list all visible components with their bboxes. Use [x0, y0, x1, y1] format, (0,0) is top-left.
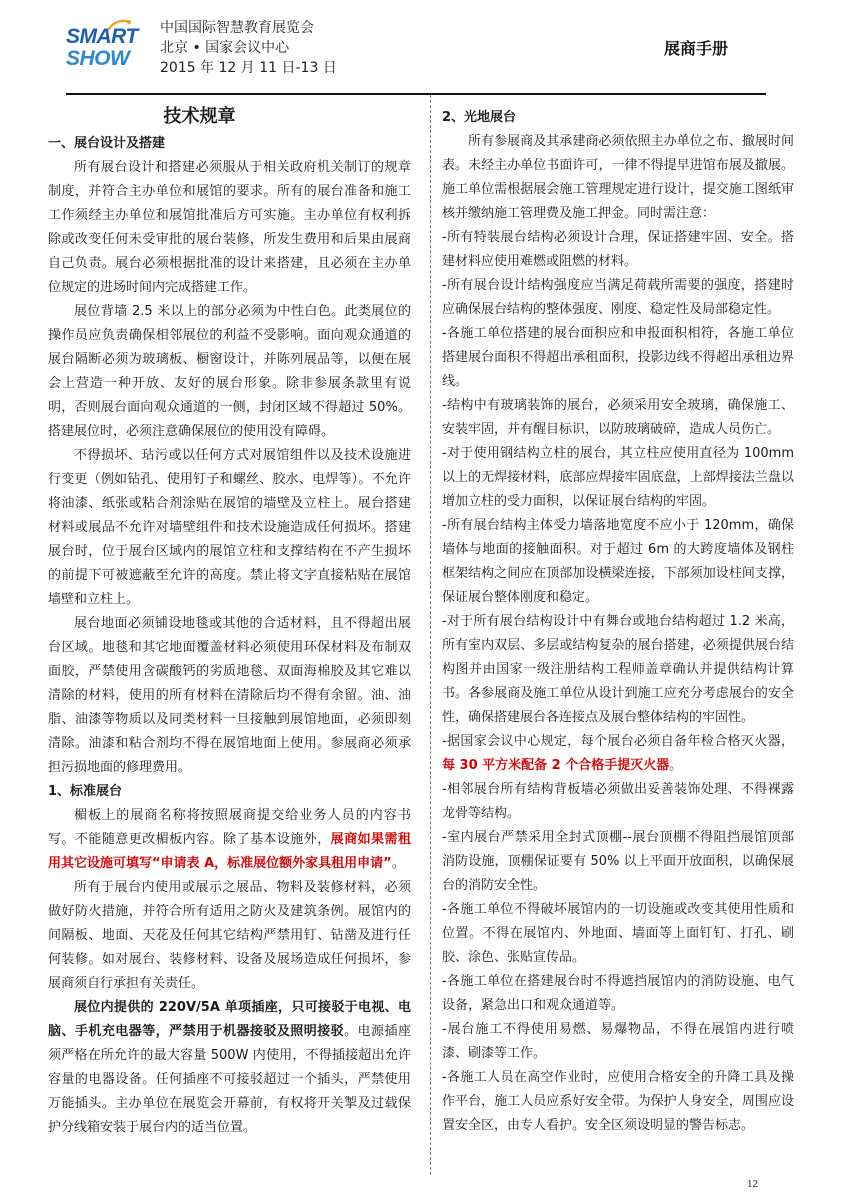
- list-item: -所有特装展台结构必须设计合理，保证搭建牢固、安全。搭建材料应使用难燃或阻燃的材料。: [442, 230, 794, 269]
- subsection-heading: 2、光地展台: [442, 110, 517, 125]
- paragraph-text: -据国家会议中心规定，每个展台必须自备年检合格灭火器，: [442, 734, 794, 749]
- list-item: -结构中有玻璃装饰的展台，必须采用安全玻璃，确保施工、安装牢固，并有醒目标识，以防玻璃破碎，造成人员伤亡。: [442, 398, 794, 437]
- list-item: -所有展台结构主体受力墙落地宽度不应小于 120mm，确保墙体与地面的接触面积。对于超过 6m 的大跨度墙体及钢柱框架结构之间应在顶部加设横梁连接，下部须加设柱间支撑，保证展台整体刚度和稳定。: [442, 518, 794, 605]
- list-item: -室内展台严禁采用全封式顶棚--展台顶棚不得阻挡展馆顶部消防设施，顶棚保证要有 50% 以上平面开放面积，以确保展台的消防安全性。: [442, 830, 794, 893]
- expo-dates: 2015 年 12 月 11 日-13 日: [160, 60, 337, 76]
- paragraph-text: 。: [669, 758, 683, 773]
- expo-name: 中国国际智慧教育展览会: [160, 20, 314, 36]
- paragraph: [48, 996, 411, 1140]
- paragraph: 展台地面必须铺设地毯或其他的合适材料，且不得超出展台区域。地毯和其它地面覆盖材料必须使用环保材料及布制双面胶，严禁使用含碳酸钙的劣质地毯、双面海棉胶及其它难以清除的材料，使用的所有材料在清除后均不得有余留。油、油脂、油漆等物质以及同类材料一旦接触到展馆地面，必须即刻清除。油漆和粘合剂均不得在展馆地面上使用。参展商必须承担污损地面的修理费用。: [48, 616, 411, 775]
- list-item: -对于所有展台结构设计中有舞台或地台结构超过 1.2 米高，所有室内双层、多层或结构复杂的展台搭建，必须提供展台结构图并由国家一级注册结构工程师盖章确认并提供结构计算书。各参展商及施工单位从设计到施工应充分考虑展台的安全性，确保搭建展台各连接点及展台整体结构的牢固性。: [442, 614, 794, 725]
- left-column: [48, 100, 411, 1140]
- right-column: [442, 100, 794, 1138]
- highlight-text: 每 30 平方米配备 2 个合格手提灭火器: [442, 758, 670, 773]
- paragraph-text: 楣板上的展商名称将按照展商提交给业务人员的内容书写。不能随意更改楣板内容。除了基本设施外，: [48, 808, 411, 847]
- paragraph: 所有展台设计和搭建必须服从于相关政府机关制订的规章制度，并符合主办单位和展馆的要求。所有的展台准备和施工工作须经主办单位和展馆批准后方可实施。主办单位有权利拆除或改变任何未受审批的展台装修，所发生费用和后果由展商自己负责。展台必须根据批准的设计来搭建，且必须在主办单位规定的进场时间内完成搭建工作。: [48, 160, 411, 295]
- header-divider: [66, 93, 766, 95]
- expo-info: [160, 18, 337, 78]
- list-item: -展台施工不得使用易燃、易爆物品，不得在展馆内进行喷漆、刷漆等工作。: [442, 1022, 794, 1061]
- page-title: 技术规章: [163, 106, 236, 127]
- paragraph: 展位背墙 2.5 米以上的部分必须为中性白色。此类展位的操作员应负责确保相邻展位的利益不受影响。面向观众通道的展台隔断必须为玻璃板、橱窗设计，并陈列展品等，以便在展会上营造一种开放、友好的展台形象。除非参展条款里有说明，否则展台面向观众通道的一侧，封闭区域不得超过 50%。搭建展位时，必须注意确保展位的使用没有障碍。: [48, 304, 411, 439]
- page-number: 12: [747, 1178, 758, 1190]
- list-item: -各施工单位不得破坏展馆内的一切设施或改变其使用性质和位置。不得在展馆内、外地面、墙面等上面钉钉、打孔、刷胶、涂色、张贴宣传品。: [442, 902, 794, 965]
- smart-show-logo: [66, 24, 146, 76]
- list-item: [442, 730, 794, 778]
- highlight-text: 展商如果需租用其它设施可填写“申请表 A，标准展位额外家具租用申请”: [48, 832, 411, 871]
- list-item: -各施工单位搭建的展台面积应和申报面积相符，各施工单位搭建展台面积不得超出承租面积，投影边线不得超出承租边界线。: [442, 326, 794, 389]
- manual-title: 展商手册: [664, 39, 729, 58]
- section-heading: 一、展台设计及搭建: [48, 136, 166, 151]
- list-item: -相邻展台所有结构背板墙必须做出妥善装饰处理、不得裸露龙骨等结构。: [442, 782, 794, 821]
- bold-text: 展位内提供的 220V/5A 单项插座，只可接驳于电视、电脑、手机充电器等，严禁用于机器接驳及照明接驳: [48, 1000, 411, 1039]
- subsection-heading: 1、标准展台: [48, 784, 123, 799]
- paragraph: 不得损坏、玷污或以任何方式对展馆组件以及技术设施进行变更（例如钻孔、使用钉子和螺丝、胶水、电焊等）。不允许将油漆、纸张或粘合剂涂贴在展馆的墙壁及立柱上。展台搭建材料或展品不允许对墙壁组件和技术设施造成任何损坏。搭建展台时，位于展台区域内的展馆立柱和支撑结构在不产生损坏的前提下可被遮蔽至允许的高度。禁止将文字直接粘贴在展馆墙壁和立柱上。: [48, 448, 411, 607]
- column-divider: [430, 95, 431, 1175]
- paragraph-text: 。电源插座须严格在所允许的最大容量 500W 内使用，不得插接超出允许容量的电器设备。任何插座不可接驳超过一个插头，严禁使用万能插头。主办单位在展览会开幕前，有权将开关掣及过载保护分线箱安装于展台内的适当位置。: [48, 1024, 411, 1135]
- list-item: -各施工人员在高空作业时，应使用合格安全的升降工具及操作平台，施工人员应系好安全带。为保护人身安全，周围应设置安全区，由专人看护。安全区须设明显的警告标志。: [442, 1070, 794, 1133]
- paragraph: [48, 804, 411, 876]
- paragraph: 所有参展商及其承建商必须依照主办单位之布、撤展时间表。未经主办单位书面许可，一律不得提早进馆布展及撤展。施工单位需根据展会施工管理规定进行设计，提交施工图纸审核并缴纳施工管理费及施工押金。同时需注意：: [442, 134, 794, 221]
- list-item: -所有展台设计结构强度应当满足荷载所需要的强度，搭建时应确保展台结构的整体强度、刚度、稳定性及局部稳定性。: [442, 278, 794, 317]
- list-item: -对于使用钢结构立柱的展台，其立柱应使用直径为 100mm 以上的无焊接材料，底部应焊接牢固底盘，上部焊接法兰盘以增加立柱的受力面积，以保证展台结构的牢固。: [442, 446, 794, 509]
- paragraph-text: 。: [391, 856, 405, 871]
- logo-text-smart: SMART: [66, 25, 138, 48]
- list-item: -各施工单位在搭建展台时不得遮挡展馆内的消防设施、电气设备，紧急出口和观众通道等。: [442, 974, 794, 1013]
- expo-location: 北京 • 国家会议中心: [160, 40, 290, 56]
- logo-text-show: SHOW: [66, 47, 130, 70]
- page-header: [0, 0, 845, 100]
- paragraph: 所有于展台内使用或展示之展品、物料及装修材料，必须做好防火措施，并符合所有适用之防火及建筑条例。展馆内的间隔板、地面、天花及任何其它结构严禁用钉、钻凿及进行任何装修。如对展台、装修材料、设备及展场造成任何损坏，参展商须自行承担有关责任。: [48, 880, 411, 991]
